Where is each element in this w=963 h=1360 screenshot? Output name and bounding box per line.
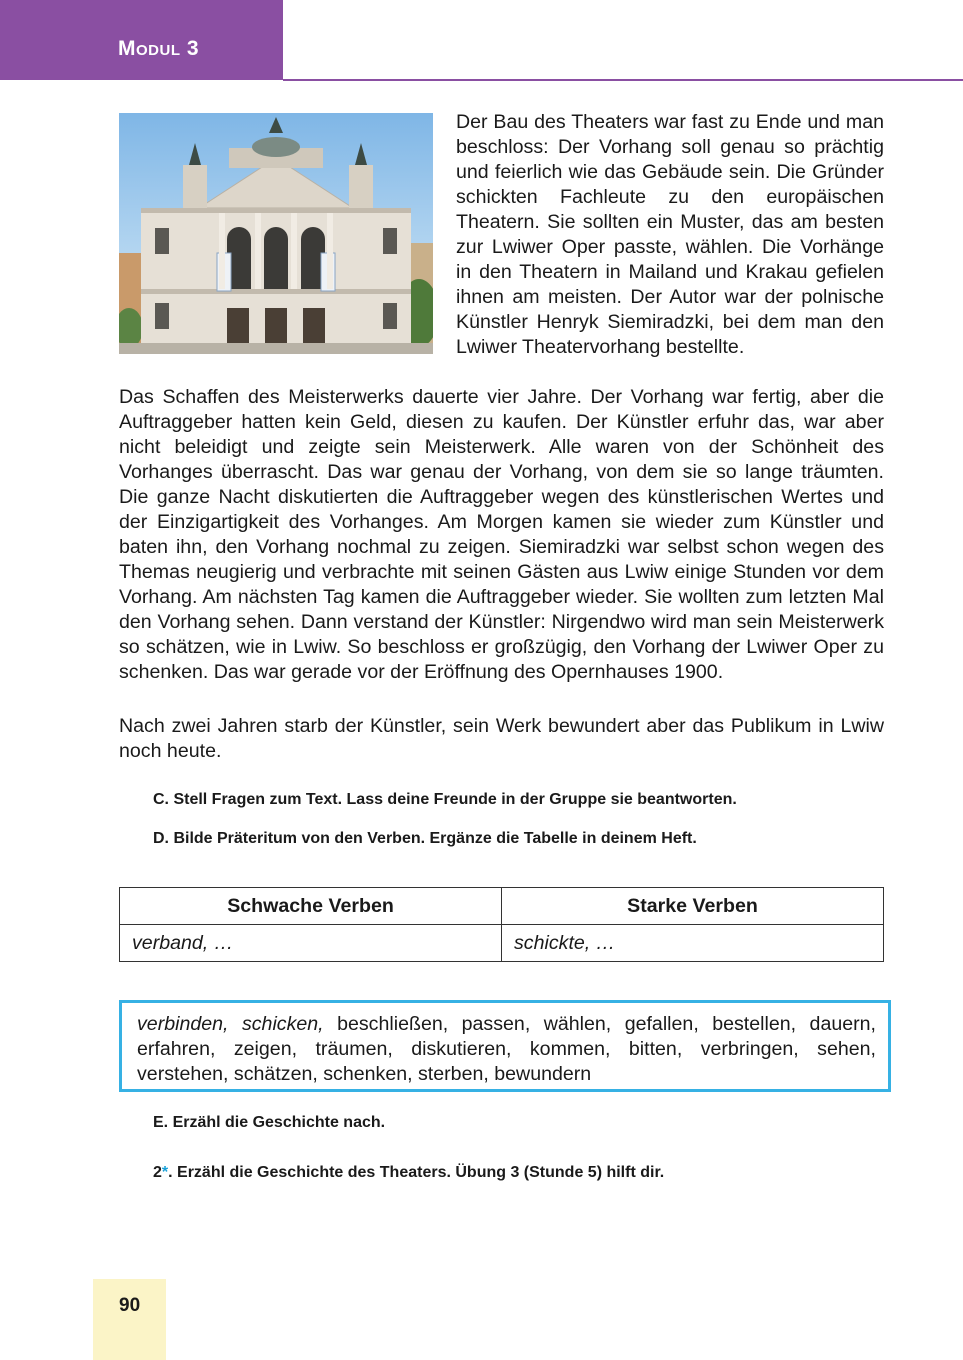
opera-house-photo (119, 113, 433, 354)
verb-table (119, 887, 884, 962)
verb-list-italic: verbinden, schicken, (137, 1013, 324, 1035)
header-strong-verbs: Starke Verben (502, 888, 884, 925)
task-2 (153, 1164, 664, 1182)
module-label: Modul 3 (118, 37, 200, 60)
verb-list (137, 1012, 876, 1087)
task-c: C. Stell Fragen zum Text. Lass deine Freunde in der Gruppe sie beantworten. (153, 791, 737, 808)
task-2-number: 2 (153, 1164, 162, 1181)
module-header-tab (0, 0, 283, 80)
page-number: 90 (119, 1295, 141, 1316)
header-weak-verbs: Schwache Verben (120, 888, 502, 925)
task-e: E. Erzähl die Geschichte nach. (153, 1114, 386, 1131)
verb-list-box (119, 1000, 891, 1092)
cell-strong-example: schickte, … (502, 925, 884, 962)
main-paragraph: Das Schaffen des Meisterwerks dauerte vier Jahre. Der Vorhang war fertig, aber die Auftraggeber hatten kein Geld, diesen zu kaufen. Der Künstler erfuhr das, war aber nicht beleidigt und zeigte sein Meisterwerk. Alle waren von der Schönheit des Vorhanges überrascht. Das war genau der Vorhang, von dem sie so lange träumten. Die ganze Nacht diskutierten die Auftraggeber wegen des künstlerischen Wertes und der Einzigartigkeit des Vorhanges. Am Morgen kamen sie wieder zum Künstler und baten ihn, den Vorhang nochmal zu zeigen. Siemiradzki war selbst schon wegen des Themas neugierig und verbrachte mit seinen Gästen aus Lwiw einige Stunden vor dem Vorhang. Am nächsten Tag kamen die Auftraggeber wieder. Sie wollten zum letzten Mal den Vorhang sehen. Dann verstand der Künstler: Nirgendwo wird man sein Meisterwerk so schätzen, wie in Lwiw. So beschloss er großzügig, den Vorhang der Lwiwer Oper zu schenken. Das war gerade vor der Eröffnung des Opernhauses 1900. (119, 386, 884, 683)
task-2-text: . Erzähl die Geschichte des Theaters. Übung 3 (Stunde 5) hilft dir. (168, 1164, 665, 1181)
table-row (120, 925, 884, 962)
header-rule (283, 79, 963, 81)
cell-weak-example: verband, … (120, 925, 502, 962)
side-paragraph: Der Bau des Theaters war fast zu Ende und man beschloss: Der Vorhang soll genau so prächtig und feierlich wie das Gebäude sein. Die Gründer schickten Fachleute zu den europäischen Theatern. Sie sollten ein Muster, das am besten zur Lwiwer Oper passte, wählen. Die Vorhänge in den Theatern in Mailand und Krakau gefielen ihnen am meisten. Der Autor war der polnische Künstler Henryk Siemiradzki, bei dem man den Lwiwer Theatervorhang bestellte. (456, 111, 884, 358)
task-d: D. Bilde Präteritum von den Verben. Ergänze die Tabelle in deinem Heft. (153, 830, 697, 847)
verb-list-rest: beschließen, passen, wählen, gefallen, bestellen, dauern, erfahren, zeigen, träumen, diskutieren, kommen, bitten, verbringen, sehen, verstehen, schätzen, schenken, sterben, bewundern (137, 1013, 876, 1085)
page-number-tab (93, 1279, 166, 1360)
final-paragraph: Nach zwei Jahren starb der Künstler, sein Werk bewundert aber das Publikum in Lwiw noch heute. (119, 715, 884, 762)
asterisk-icon: * (161, 1164, 169, 1181)
table-header-row (120, 888, 884, 925)
